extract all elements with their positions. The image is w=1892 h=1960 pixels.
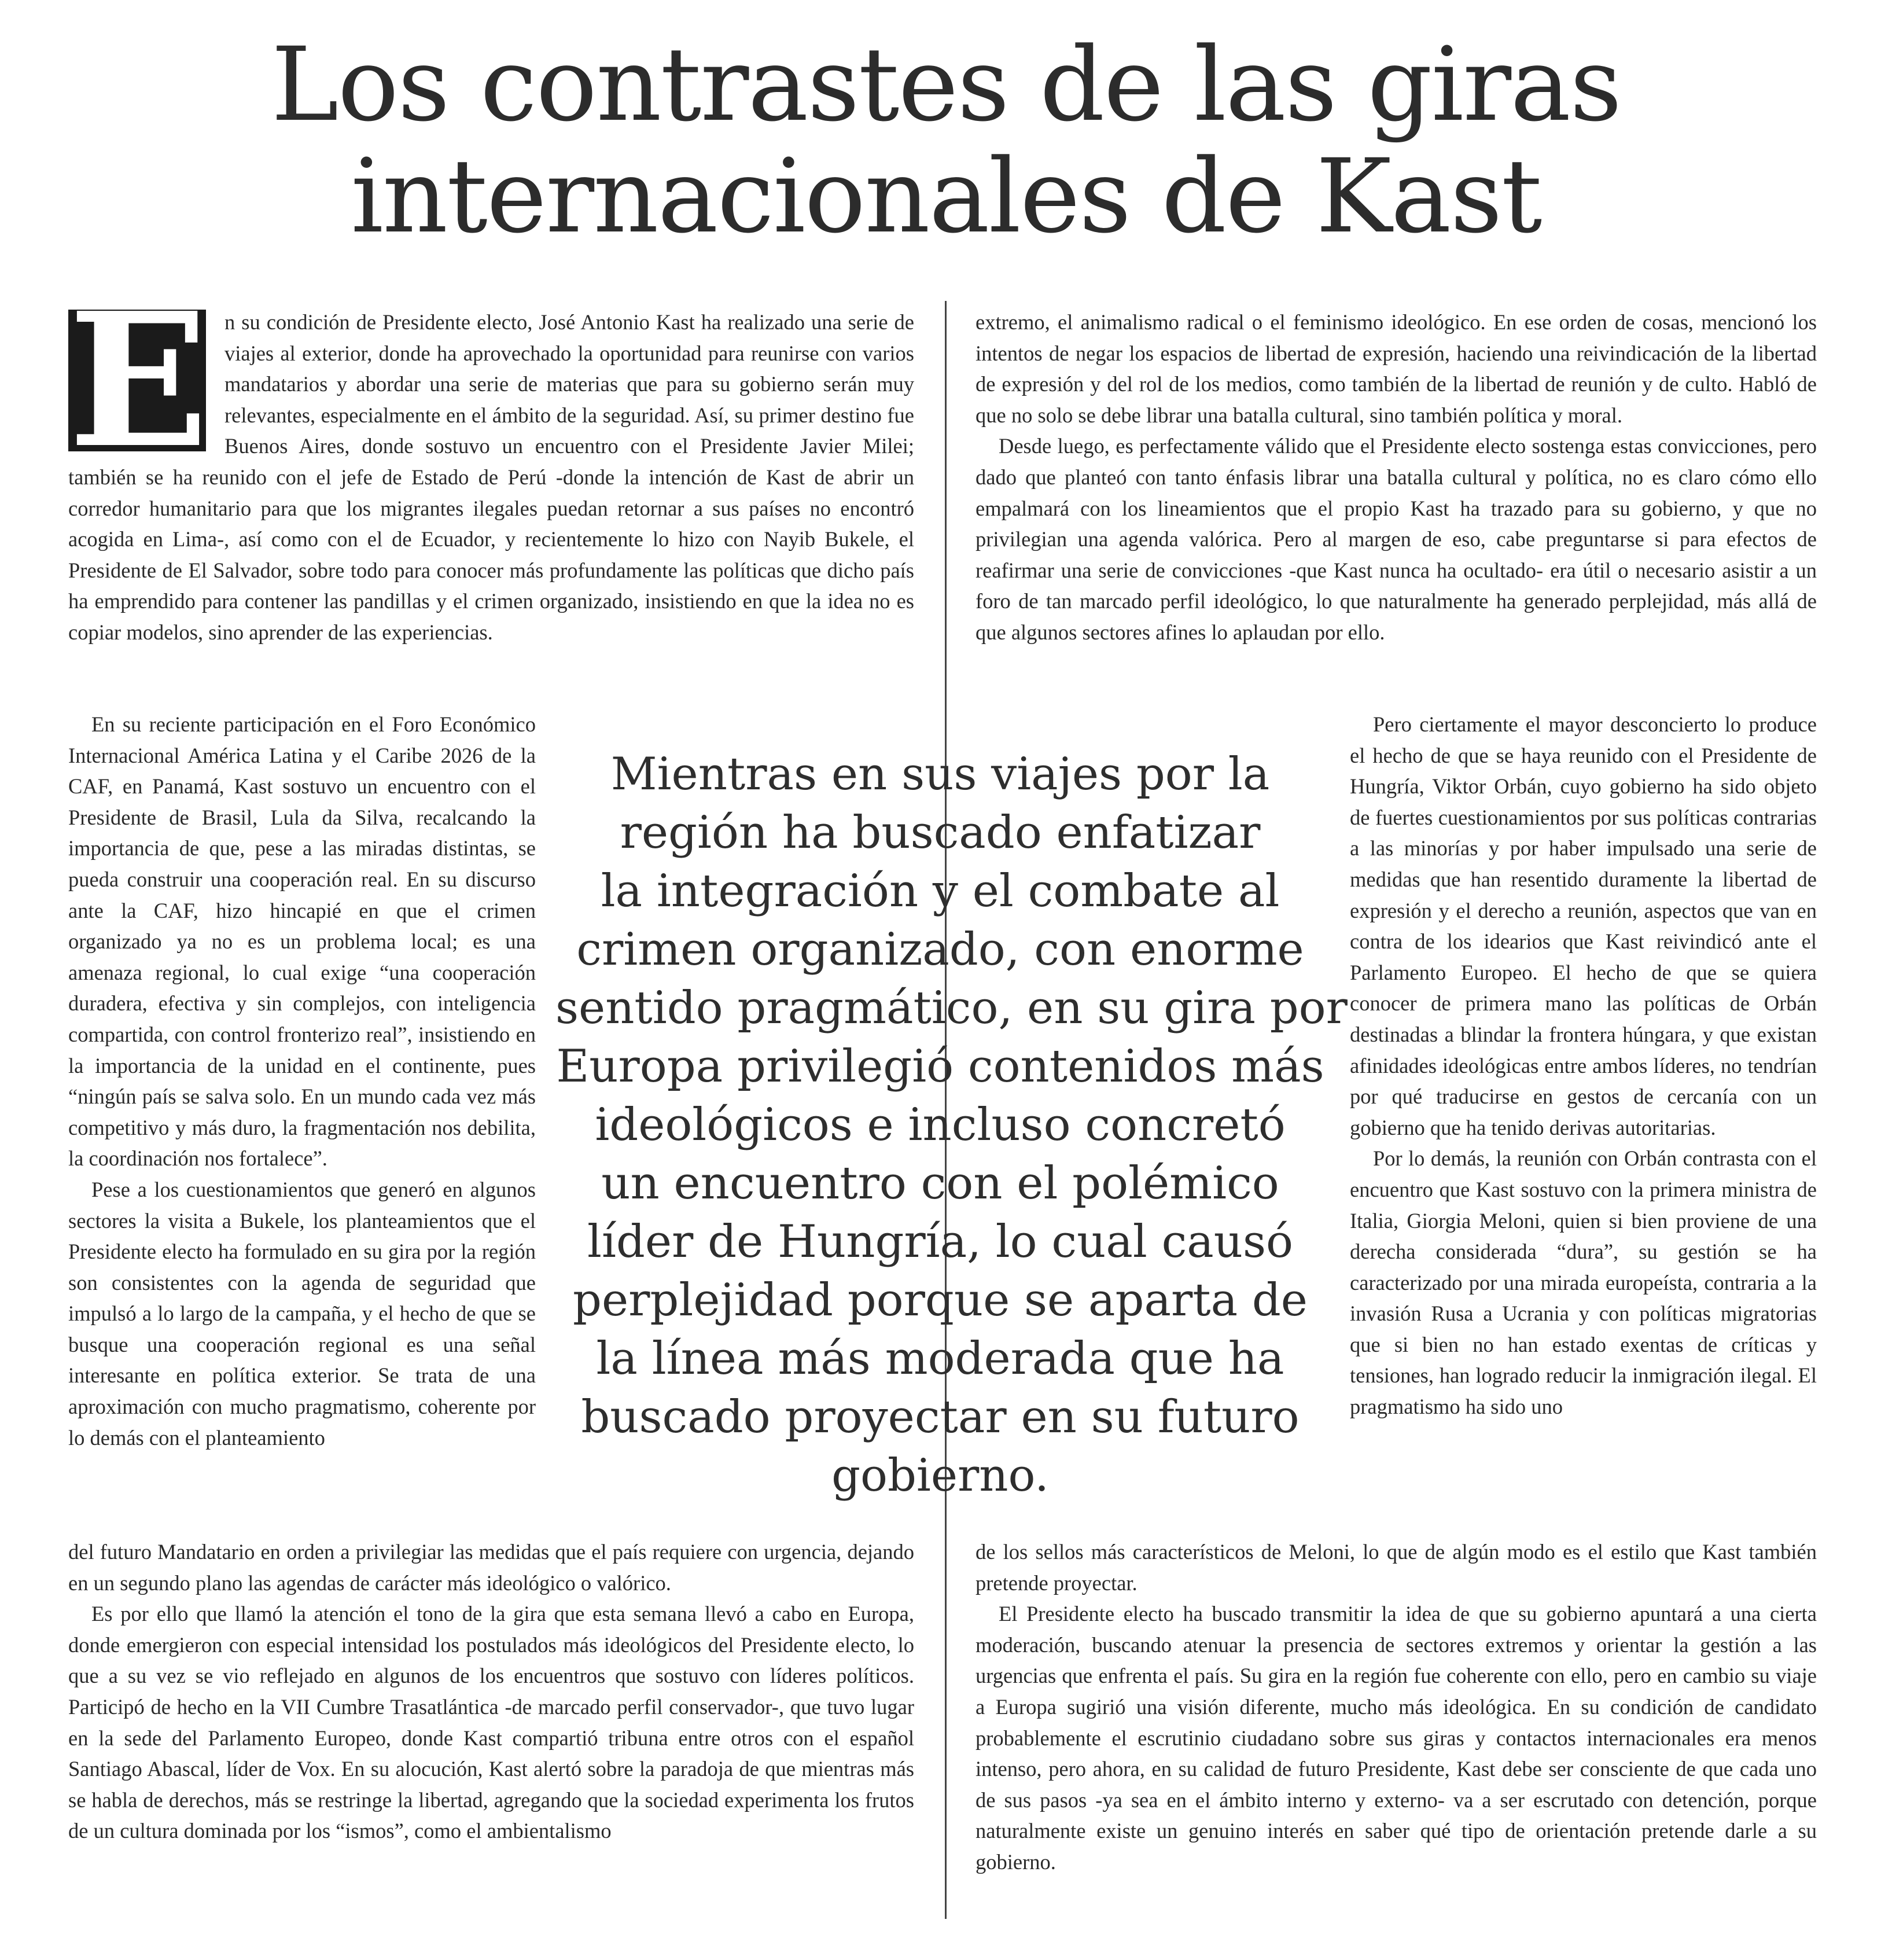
article-paragraph: El Presidente electo ha buscado transmitir la idea de que su gobierno apuntará a una cierta moderación, buscando atenuar la presencia de sectores extremos y orientar la gestión a las urgencias que enfrenta el país. Su gira en la región fue coherente con ello, pero en cambio su viaje a Europa sugirió una visión diferente, mucho más ideológica. En su condición de candidato probablemente el escrutinio ciudadano sobre sus giras y contactos internacionales era menos intenso, pero ahora, en su calidad de futuro Presidente, Kast debe ser consciente de que cada uno de sus pasos -ya sea en el ámbito interno y externo- va a ser escrutado con detención, porque naturalmente existe un genuino interés en saber qué tipo de orientación pretende darle a su gobierno. [976,1602,1817,1874]
pull-quote-line: Mientras en sus viajes por la [610,748,1270,800]
drop-cap-letter: E [68,272,209,488]
article-paragraph: Por lo demás, la reunión con Orbán contrasta con el encuentro que Kast sostuvo con la primera ministra de Italia, Giorgia Meloni, quien si bien proviene de una derecha considerada “dura”, su gestión se ha caracterizado por una mirada europeísta, contraria a la invasión Rusa a Ucrania y con políticas migratorias que si bien no han estado exentas de críticas y tensiones, han logrado reducir la inmigración ilegal. El pragmatismo ha sido uno [1350,1146,1817,1419]
article-paragraph: n su condición de Presidente electo, José Antonio Kast ha realizado una serie de viajes al exterior, donde ha aprovechado la oportunidad para reunirse con varios mandatarios y abordar una serie de materias que para su gobierno serán muy relevantes, especialmente en el ámbito de la seguridad. Así, su primer destino fue Buenos Aires, donde sostuvo un encuentro con el Presidente Javier Milei; también se ha reunido con el jefe de Estado de Perú -donde la intención de Kast de abrir un corredor humanitario para que los migrantes ilegales puedan retornar a sus países no encontró acogida en Lima-, así como con el de Ecuador, y recientemente lo hizo con Nayib Bukele, el Presidente de El Salvador, sobre todo para conocer más profundamente las políticas que dicho país ha emprendido para contener las pandillas y el crimen organizado, insistiendo en que la idea no es copiar modelos, sino aprender de las experiencias. [68,310,914,644]
article-paragraph: del futuro Mandatario en orden a privilegiar las medidas que el país requiere con urgencia, dejando en un segundo plano las agendas de carácter más ideológico o valórico. [68,1540,914,1595]
article-paragraph: de los sellos más característicos de Meloni, lo que de algún modo es el estilo que Kast también pretende proyectar. [976,1540,1817,1595]
article-column-right-middle [1350,709,1817,1531]
article-paragraph: extremo, el animalismo radical o el feminismo ideológico. En ese orden de cosas, mencionó los intentos de negar los espacios de libertad de expresión, haciendo una reivindicación de la libertad de expresión y del rol de los medios, como también de la libertad de reunión y de culto. Habló de que no solo se debe librar una batalla cultural, sino también política y moral. [976,310,1817,427]
article-paragraph: Desde luego, es perfectamente válido que el Presidente electo sostenga estas convicciones, pero dado que planteó con tanto énfasis librar una batalla cultural y política, no es claro cómo ello empalmará con los lineamientos que el propio Kast ha trazado para su gobierno, y que no privilegian una agenda valórica. Pero al margen de eso, cabe preguntarse si para efectos de reafirmar una serie de convicciones -que Kast nunca ha ocultado- era útil o necesario asistir a un foro de tan marcado perfil ideológico, lo que naturalmente ha generado perplejidad, más allá de que algunos sectores afines lo aplaudan por ello. [976,434,1817,644]
pull-quote-line: la línea más moderada que ha [596,1333,1284,1385]
headline-line-2: internacionales de Kast [351,137,1541,256]
pull-quote-line: líder de Hungría, lo cual causó [587,1216,1293,1268]
pull-quote-line: perplejidad porque se aparta de [573,1274,1308,1326]
article-paragraph: Pero ciertamente el mayor desconcierto lo produce el hecho de que se haya reunido con el Presidente de Hungría, Viktor Orbán, cuyo gobierno ha sido objeto de fuertes cuestionamientos por sus políticas contrarias a las minorías y por haber impulsado una serie de medidas que han resentido duramente la libertad de expresión y el derecho a reunión, aspectos que van en contra de los idearios que Kast reivindicó ante el Parlamento Europeo. El hecho de que se quiera conocer de primera mano las políticas de Orbán destinadas a blindar la frontera húngara, y que existan afinidades ideológicas entre ambos líderes, no tendrían por qué traducirse en gestos de cercanía con un gobierno que ha tenido derivas autoritarias. [1350,712,1817,1139]
article-column-right-top [976,307,1817,712]
pull-quote-line: gobierno. [831,1450,1049,1502]
article-column-left-top [68,272,914,712]
article-paragraph: En su reciente participación en el Foro Económico Internacional América Latina y el Caribe 2026 de la CAF, en Panamá, Kast sostuvo un encuentro con el Presidente de Brasil, Lula da Silva, recalcando la importancia de que, pese a las miradas distintas, se pueda construir una cooperación real. En su discurso ante la CAF, hizo hincapié en que el crimen organizado ya no es un problema local; es una amenaza regional, lo cual exige “una cooperación duradera, efectiva y sin complejos, con inteligencia compartida, con control fronterizo real”, insistiendo en la importancia de la unidad en el continente, pues “ningún país se salva solo. En un mundo cada vez más competitivo y más duro, la fragmentación nos debilita, la coordinación nos fortalece”. [68,712,536,1171]
pull-quote-line: crimen organizado, con enorme [576,924,1304,976]
pull-quote-line: región ha buscado enfatizar [620,807,1261,859]
article-paragraph: Pese a los cuestionamientos que generó en algunos sectores la visita a Bukele, los planteamientos que el Presidente electo ha formulado en su gira por la región son consistentes con la agenda de seguridad que impulsó a lo largo de la campaña, y el hecho de que se busque una cooperación regional es una señal interesante en política exterior. Se trata de una aproximación con mucho pragmatismo, coherente por lo demás con el planteamiento [68,1177,536,1450]
pull-quote-line: Europa privilegió contenidos más [556,1040,1324,1093]
article-column-left-bottom [68,1536,914,1907]
pull-quote-line: un encuentro con el polémico [601,1157,1279,1209]
pull-quote [555,745,1348,1505]
article-paragraph: Es por ello que llamó la atención el tono de la gira que esta semana llevó a cabo en Europa, donde emergieron con especial intensidad los postulados más ideológicos del Presidente electo, lo que a su vez se vio reflejado en algunos de los encuentros que sostuvo con líderes políticos. Participó de hecho en la VII Cumbre Trasatlántica -de marcado perfil conservador-, que tuvo lugar en la sede del Parlamento Europeo, donde Kast compartió tribuna entre otros con el español Santiago Abascal, líder de Vox. En su alocución, Kast alertó sobre la paradoja de que mientras más se habla de derechos, más se restringe la libertad, agregando que la sociedad experimenta los frutos de un cultura dominada por los “ismos”, como el ambientalismo [68,1602,914,1843]
pull-quote-line: ideológicos e incluso concretó [595,1099,1286,1151]
pull-quote-line: la integración y el combate al [601,865,1280,917]
article-column-right-bottom [976,1536,1817,1918]
headline [69,25,1823,256]
pull-quote-line: buscado proyectar en su futuro [581,1391,1300,1443]
article-column-left-middle [68,709,536,1531]
headline-line-1: Los contrastes de las giras [271,25,1621,144]
pull-quote-line: sentido pragmático, en su gira por [555,982,1348,1034]
